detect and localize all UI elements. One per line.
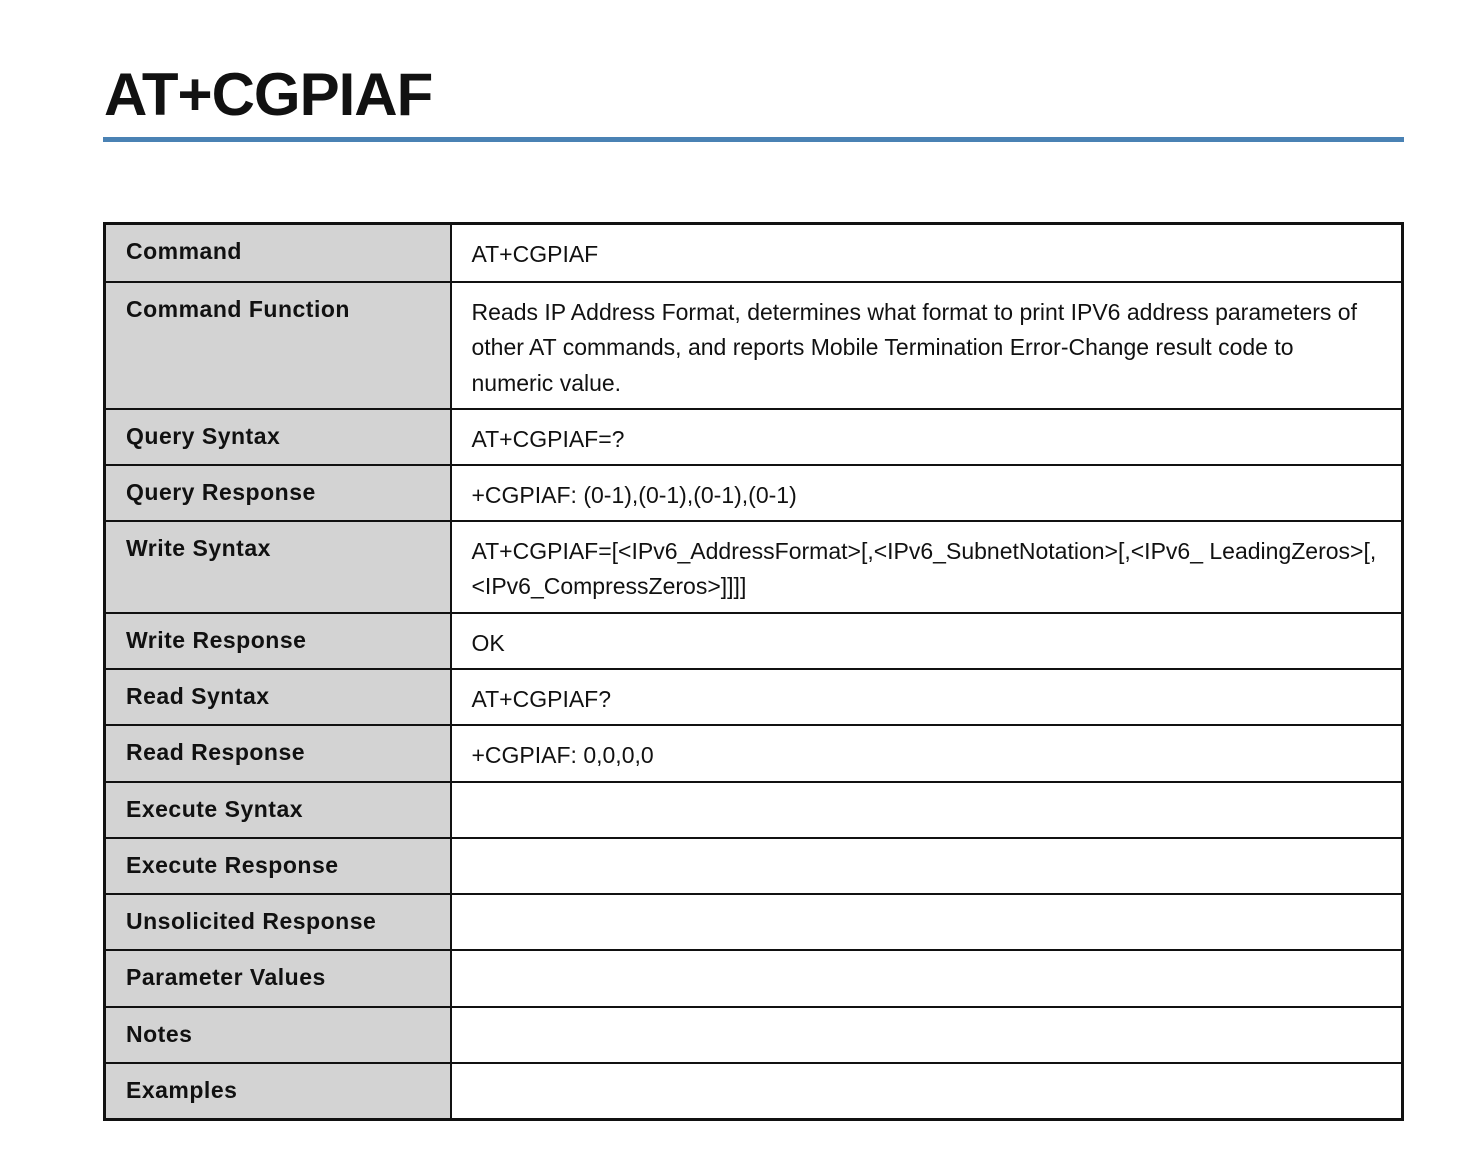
row-value: AT+CGPIAF xyxy=(451,224,1403,282)
row-label: Command xyxy=(105,224,451,282)
row-value: AT+CGPIAF=[<IPv6_AddressFormat>[,<IPv6_SubnetNotation>[,<IPv6_ LeadingZeros>[,<IPv6_CompressZeros>]]]] xyxy=(451,521,1403,613)
row-value: +CGPIAF: (0-1),(0-1),(0-1),(0-1) xyxy=(451,465,1403,521)
table-row xyxy=(105,1007,1403,1063)
command-table xyxy=(103,222,1404,1121)
row-value xyxy=(451,838,1403,894)
table-row xyxy=(105,409,1403,465)
table-row xyxy=(105,894,1403,950)
table-row xyxy=(105,613,1403,669)
row-value xyxy=(451,1007,1403,1063)
row-label: Write Syntax xyxy=(105,521,451,613)
table-row xyxy=(105,521,1403,613)
row-value xyxy=(451,1063,1403,1120)
row-label: Unsolicited Response xyxy=(105,894,451,950)
row-value: OK xyxy=(451,613,1403,669)
row-value: Reads IP Address Format, determines what format to print IPV6 address parameters of other AT commands, and reports Mobile Termination Error-Change result code to numeric value. xyxy=(451,282,1403,409)
page-title: AT+CGPIAF xyxy=(104,61,433,128)
table-row xyxy=(105,838,1403,894)
row-value xyxy=(451,782,1403,838)
row-label: Execute Response xyxy=(105,838,451,894)
row-label: Notes xyxy=(105,1007,451,1063)
row-value: AT+CGPIAF? xyxy=(451,669,1403,725)
table-row xyxy=(105,669,1403,725)
row-label: Read Syntax xyxy=(105,669,451,725)
row-value xyxy=(451,950,1403,1007)
row-label: Command Function xyxy=(105,282,451,409)
row-label: Parameter Values xyxy=(105,950,451,1007)
table-row xyxy=(105,782,1403,838)
row-label: Read Response xyxy=(105,725,451,782)
table-row xyxy=(105,1063,1403,1120)
table-row xyxy=(105,725,1403,782)
table-row xyxy=(105,282,1403,409)
row-label: Examples xyxy=(105,1063,451,1120)
row-label: Execute Syntax xyxy=(105,782,451,838)
table-row xyxy=(105,224,1403,282)
row-value: AT+CGPIAF=? xyxy=(451,409,1403,465)
row-value: +CGPIAF: 0,0,0,0 xyxy=(451,725,1403,782)
row-label: Write Response xyxy=(105,613,451,669)
title-divider xyxy=(103,137,1404,142)
row-value xyxy=(451,894,1403,950)
row-label: Query Response xyxy=(105,465,451,521)
row-label: Query Syntax xyxy=(105,409,451,465)
table-row xyxy=(105,950,1403,1007)
table-row xyxy=(105,465,1403,521)
